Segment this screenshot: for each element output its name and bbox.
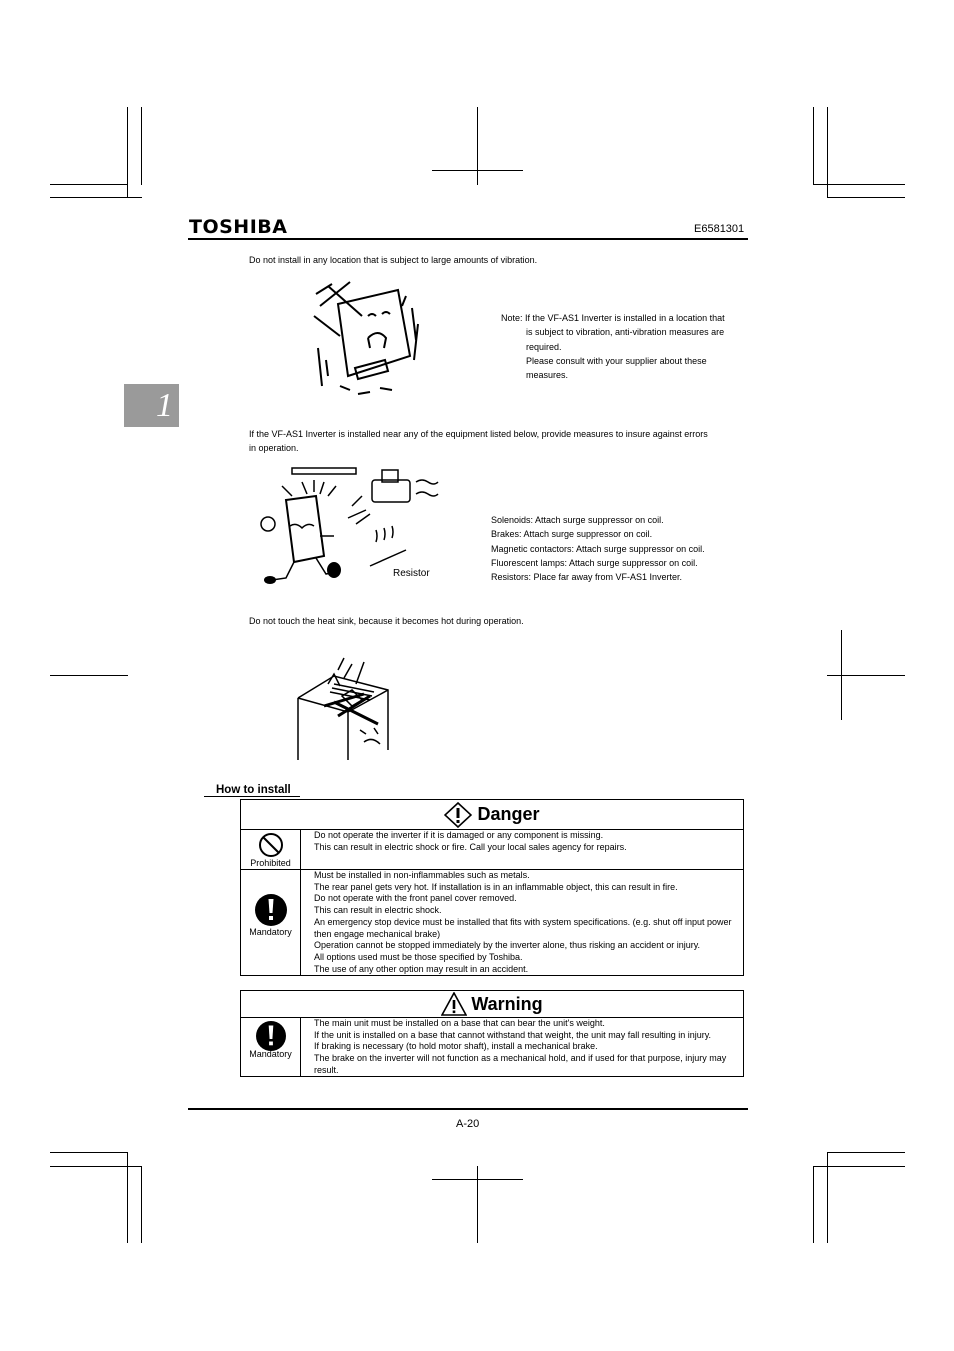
how-to-install-heading: How to install: [216, 784, 291, 796]
danger-text-line: This can result in electric shock.: [314, 905, 442, 916]
equipment-intro: [249, 427, 708, 455]
heatsink-illustration: [294, 654, 394, 762]
vibration-illustration: [310, 276, 425, 400]
equipment-intro-line: in operation.: [249, 443, 299, 453]
resistor-label: Resistor: [393, 568, 430, 579]
equipment-intro-line: If the VF-AS1 Inverter is installed near any of the equipment listed below, provide measures to insure against errors: [249, 429, 708, 439]
danger-row-mandatory: [241, 869, 743, 975]
warning-row-mandatory: [241, 1017, 743, 1076]
danger-text-line: Do not operate with the front panel cover removed.: [314, 893, 517, 904]
chapter-tab: 1: [124, 384, 179, 427]
equipment-item: Magnetic contactors: Attach surge suppressor on coil.: [491, 543, 705, 554]
vibration-note: [501, 311, 725, 382]
doc-number: E6581301: [694, 223, 745, 235]
warning-text-line: If the unit is installed on a base that cannot withstand that weight, the unit may fall resulting in injury.: [314, 1029, 712, 1040]
mandatory-label: Mandatory: [249, 1049, 292, 1059]
danger-text-line: The use of any other option may result in an accident.: [314, 963, 529, 974]
prohibited-label: Prohibited: [250, 858, 291, 868]
danger-text-line: Must be installed in non-inflammables such as metals.: [314, 870, 530, 880]
note-line: measures.: [526, 370, 569, 381]
equipment-item: Resistors: Place far away from VF-AS1 Inverter.: [491, 572, 683, 583]
warning-box: [240, 990, 744, 1077]
danger-text-line: The rear panel gets very hot. If installation is in an inflammable object, this can result in fire.: [314, 881, 678, 892]
note-line: Please consult with your supplier about these: [526, 355, 707, 366]
mandatory-icon: [255, 1020, 287, 1052]
vibration-intro: Do not install in any location that is subject to large amounts of vibration.: [249, 255, 538, 265]
prohibited-icon: [258, 832, 284, 858]
note-line: is subject to vibration, anti-vibration measures are: [526, 327, 725, 338]
equipment-item: Solenoids: Attach surge suppressor on coil.: [491, 515, 664, 525]
equipment-item: Fluorescent lamps: Attach surge suppressor on coil.: [491, 557, 698, 568]
danger-row-prohibited: [241, 829, 743, 870]
warning-text-line: If braking is necessary (to hold motor shaft), install a mechanical brake.: [314, 1041, 598, 1052]
danger-icon: [444, 802, 472, 828]
danger-text-line: This can result in electric shock or fire. Call your local sales agency for repairs.: [314, 841, 627, 852]
header-rule: [188, 238, 748, 240]
warning-icon: [441, 992, 467, 1016]
equipment-list: [491, 513, 705, 584]
note-line: required.: [526, 341, 562, 352]
note-line: Note: If the VF-AS1 Inverter is installed in a location that: [501, 313, 725, 323]
warning-text-line: The brake on the inverter will not function as a mechanical hold, and if used for that purpose, injury may result.: [314, 1053, 727, 1075]
danger-title: Danger: [477, 804, 540, 824]
mandatory-label: Mandatory: [249, 927, 292, 937]
page-number: A-20: [456, 1118, 480, 1130]
brand-logo: TOSHIBA: [189, 216, 288, 238]
danger-box: [240, 799, 744, 976]
mandatory-icon: [254, 893, 288, 927]
danger-text-line: An emergency stop device must be installed that fits with system specifications. (e.g. shut off input power then engage mechanical brake): [314, 916, 732, 939]
equipment-item: Brakes: Attach surge suppressor on coil.: [491, 529, 653, 540]
danger-text-line: All options used must be those specified by Toshiba.: [314, 951, 523, 962]
warning-text-line: The main unit must be installed on a base that can bear the unit's weight.: [314, 1018, 605, 1028]
heatsink-intro: Do not touch the heat sink, because it becomes hot during operation.: [249, 616, 524, 626]
footer-rule: [188, 1108, 748, 1110]
danger-text-line: Do not operate the inverter if it is damaged or any component is missing.: [314, 830, 604, 840]
warning-title: Warning: [471, 993, 543, 1014]
danger-text-line: Operation cannot be stopped immediately by the inverter alone, thus risking an accident or injury.: [314, 940, 701, 951]
